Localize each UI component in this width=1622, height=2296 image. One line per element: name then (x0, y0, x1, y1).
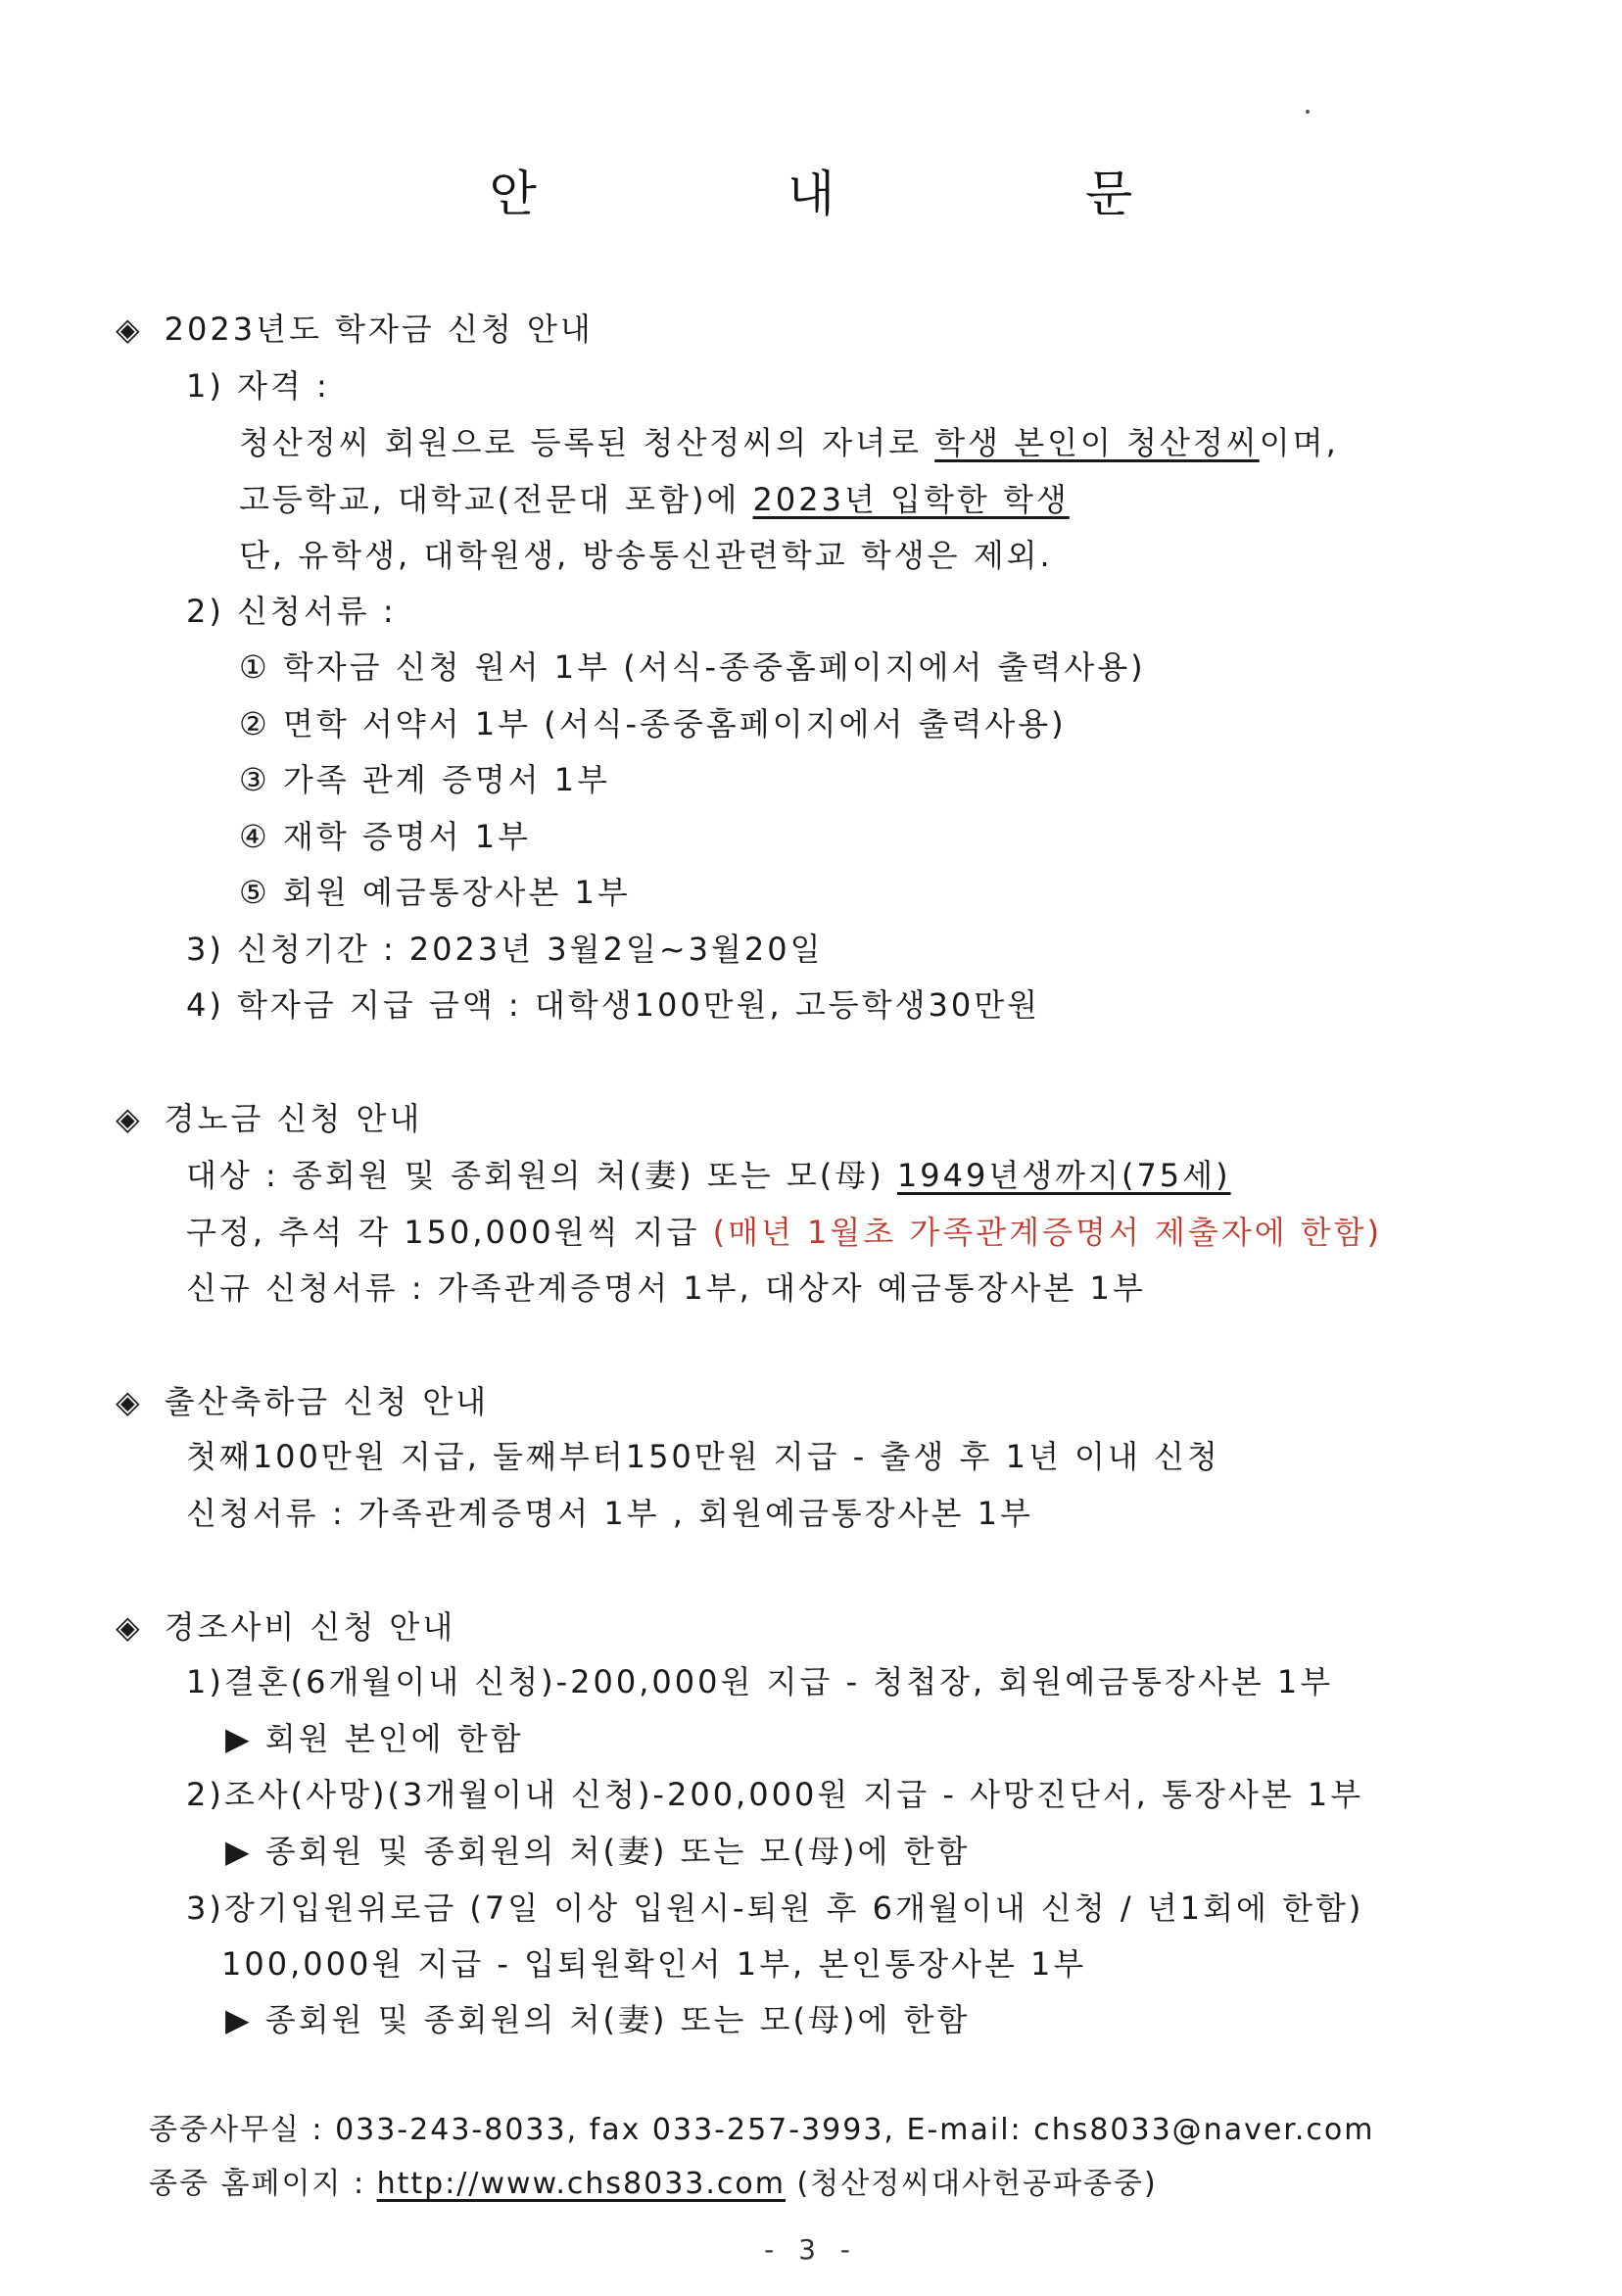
text: 청산정씨 회원으로 등록된 청산정씨의 자녀로 (239, 424, 935, 461)
page-title: 안 내 문 (489, 166, 1251, 222)
documents-label: 2) 신청서류 : (186, 593, 397, 630)
document-item: ① 학자금 신청 원서 1부 (서식-종중홈페이지에서 출력사용) (239, 648, 1146, 686)
payment-amount: 4) 학자금 지급 금액 : 대학생100만원, 고등학생30만원 (186, 986, 1041, 1024)
qualification-line-2 (239, 480, 1070, 519)
elder-line-1 (186, 1156, 1231, 1195)
heading-text: 출산축하금 신청 안내 (164, 1383, 490, 1420)
document-item: ④ 재학 증명서 1부 (239, 818, 532, 855)
homepage-link[interactable]: http://www.chs8033.com (376, 2167, 786, 2201)
heading-text: 경조사비 신청 안내 (164, 1608, 456, 1646)
text: 대상 : 종회원 및 종회원의 처(妻) 또는 모(母) (186, 1157, 897, 1194)
document-item: ③ 가족 관계 증명서 1부 (239, 761, 611, 798)
events-line-3: 3)장기입원위로금 (7일 이상 입원시-퇴원 후 6개월이내 신청 / 년1회에 한함) (186, 1889, 1364, 1927)
underlined-text: 학생 본인이 청산정씨 (934, 424, 1260, 461)
elder-heading (116, 1099, 422, 1138)
qualification-label: 1) 자격 : (186, 367, 330, 405)
events-note-3: ▶ 종회원 및 종회원의 처(妻) 또는 모(母)에 한함 (225, 2001, 971, 2038)
events-line-3-cont: 100,000원 지급 - 입퇴원확인서 1부, 본인통장사본 1부 (221, 1945, 1087, 1983)
homepage-label: 종중 홈페이지 : (149, 2167, 377, 2201)
events-line-1: 1)결혼(6개월이내 신청)-200,000원 지급 - 청첩장, 회원예금통장사본 1부 (186, 1663, 1334, 1700)
events-note-2: ▶ 종회원 및 종회원의 처(妻) 또는 모(母)에 한함 (225, 1833, 971, 1870)
text: 고등학교, 대학교(전문대 포함)에 (239, 481, 753, 518)
scholarship-heading (116, 310, 594, 349)
qualification-line-3: 단, 유학생, 대학원생, 방송통신관련학교 학생은 제외. (239, 537, 1053, 574)
events-heading (116, 1607, 455, 1647)
diamond-bullet-icon: ◈ (116, 1100, 143, 1137)
heading-text: 2023년도 학자금 신청 안내 (164, 311, 594, 348)
birth-line-2: 신청서류 : 가족관계증명서 1부 , 회원예금통장사본 1부 (186, 1495, 1033, 1532)
qualification-line-1 (239, 423, 1339, 462)
text: 구정, 추석 각 150,000원씩 지급 (186, 1214, 713, 1251)
office-contact: 종중사무실 : 033-243-8033, fax 033-257-3993, E-mail: chs8033@naver.com (149, 2113, 1375, 2147)
underlined-text: 2023년 입학한 학생 (752, 481, 1070, 518)
events-line-2: 2)조사(사망)(3개월이내 신청)-200,000원 지급 - 사망진단서, 통장사본 1부 (186, 1776, 1364, 1813)
elder-line-3: 신규 신청서류 : 가족관계증명서 1부, 대상자 예금통장사본 1부 (186, 1269, 1146, 1307)
text: 이며, (1259, 424, 1339, 461)
page-number: - 3 - (764, 2233, 858, 2266)
homepage-suffix: (청산정씨대사헌공파종중) (786, 2167, 1158, 2201)
diamond-bullet-icon: ◈ (116, 311, 143, 348)
birth-line-1: 첫째100만원 지급, 둘째부터150만원 지급 - 출생 후 1년 이내 신청 (186, 1438, 1220, 1475)
document-item: ② 면학 서약서 1부 (서식-종중홈페이지에서 출력사용) (239, 705, 1067, 742)
heading-text: 경노금 신청 안내 (164, 1100, 423, 1137)
events-note-1: ▶ 회원 본인에 한함 (225, 1720, 524, 1757)
red-note: (매년 1월초 가족관계증명서 제출자에 한함) (712, 1214, 1383, 1251)
elder-line-2 (186, 1213, 1382, 1252)
diamond-bullet-icon: ◈ (116, 1608, 143, 1646)
document-item: ⑤ 회원 예금통장사본 1부 (239, 874, 631, 911)
homepage-line (149, 2165, 1158, 2204)
underlined-text: 1949년생까지(75세) (896, 1157, 1231, 1194)
application-period: 3) 신청기간 : 2023년 3월2일~3월20일 (186, 931, 824, 968)
scan-speck (1306, 110, 1310, 114)
birth-heading (116, 1382, 489, 1421)
diamond-bullet-icon: ◈ (116, 1383, 143, 1420)
